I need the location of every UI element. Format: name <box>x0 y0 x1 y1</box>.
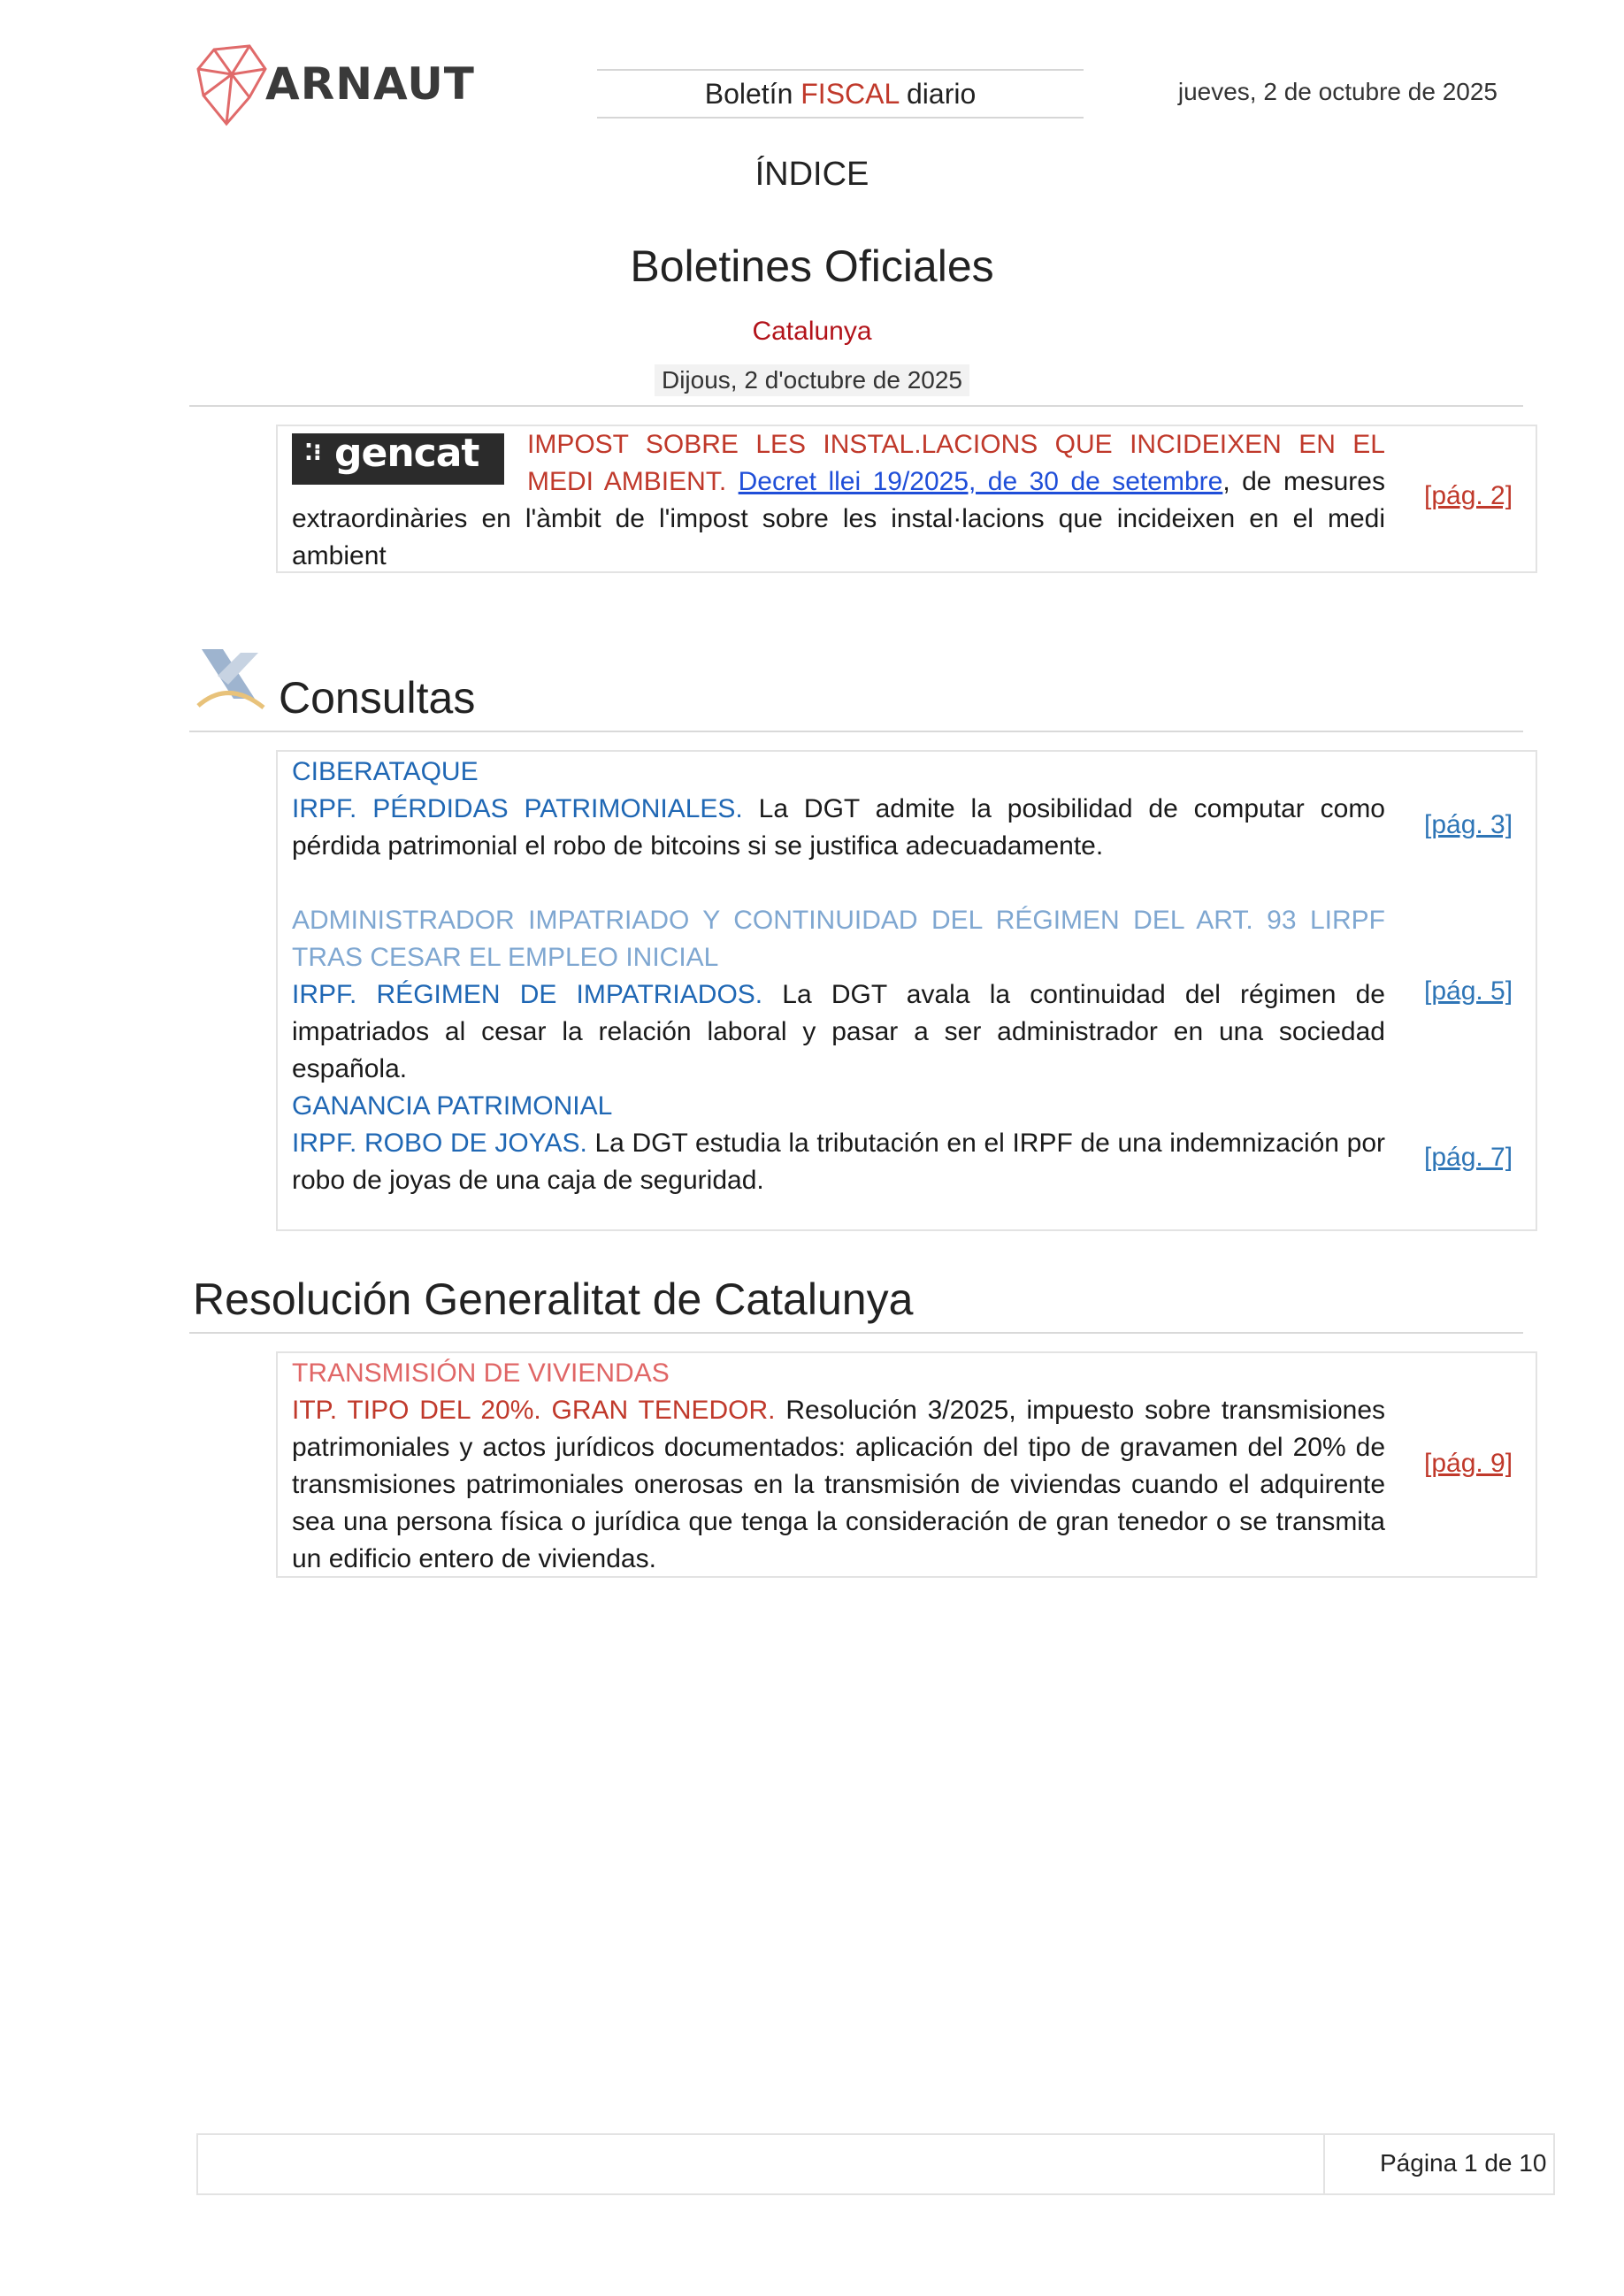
consulta-topic: GANANCIA PATRIMONIAL <box>292 1091 613 1121</box>
footer-box <box>196 2133 1555 2195</box>
boletines-title: Boletines Oficiales <box>630 241 994 291</box>
section-divider <box>189 405 1523 407</box>
page-link-9[interactable]: [pág. 9] <box>1424 1449 1513 1478</box>
consulta-text: La DGT avala la continuidad del régimen de impatriados al cesar la relación laboral y pasar a ser administrador en una sociedad española. <box>292 980 1385 1083</box>
resolucion-title: Resolución Generalitat de Catalunya <box>193 1274 914 1324</box>
consulta-item <box>292 1088 1385 1199</box>
consulta-heading: IRPF. RÉGIMEN DE IMPATRIADOS. <box>292 980 763 1009</box>
gencat-entry-box <box>276 425 1537 573</box>
bulletin-title-pre: Boletín <box>704 78 801 110</box>
brand-name: ARNAUT <box>265 58 475 110</box>
consulta-text: La DGT estudia la tributación en el IRPF de una indemnización por robo de joyas de una caja de seguridad. <box>292 1129 1386 1195</box>
resolucion-box <box>276 1351 1537 1578</box>
consulta-heading: IRPF. PÉRDIDAS PATRIMONIALES. <box>292 794 743 823</box>
gencat-logo-text: gencat <box>334 431 479 476</box>
gencat-logo <box>292 433 504 485</box>
arnaut-logo <box>196 42 475 131</box>
gencat-entry-heading: IMPOST SOBRE LES INSTAL.LACIONS QUE INCIDEIXEN EN EL MEDI AMBIENT. <box>527 430 1385 496</box>
resolucion-text: Resolución 3/2025, impuesto sobre transmisiones patrimoniales y actos jurídicos documentados: aplicación del tipo de gravamen del 20% de transmisiones patrimoniales onerosas en la transmisión de viviendas cuando el adquirente sea una persona física o jurídica que tenga la consideración de gran tenedor o se transmita un edificio entero de viviendas. <box>292 1396 1386 1573</box>
consultas-box <box>276 750 1537 1231</box>
resolucion-topic: TRANSMISIÓN DE VIVIENDAS <box>292 1358 670 1388</box>
gencat-entry-rest: , de mesures extraordinàries en l'àmbit de l'impost sobre les instal·lacions que incideixen en el medi ambient <box>292 467 1385 570</box>
index-heading: ÍNDICE <box>755 156 869 193</box>
gencat-entry-text <box>292 426 1385 575</box>
section-divider <box>189 731 1523 732</box>
page-link-2[interactable]: [pág. 2] <box>1424 481 1513 510</box>
consulta-heading: IRPF. ROBO DE JOYAS. <box>292 1129 587 1158</box>
footer-divider <box>1323 2133 1325 2195</box>
section-divider <box>189 1332 1523 1334</box>
bulletin-title <box>597 69 1084 119</box>
resolucion-heading: ITP. TIPO DEL 20%. GRAN TENEDOR. <box>292 1396 776 1425</box>
header-date: jueves, 2 de octubre de 2025 <box>1177 78 1498 105</box>
bulletin-date-badge: Dijous, 2 d'octubre de 2025 <box>655 364 969 396</box>
consulta-topic: ADMINISTRADOR IMPATRIADO Y CONTINUIDAD DEL RÉGIMEN DEL ART. 93 LIRPF TRAS CESAR EL EMPLEO INICIAL <box>292 906 1385 972</box>
bulletin-title-fiscal: FISCAL <box>801 78 900 110</box>
gencat-dots-icon: ⁚⁝ <box>304 439 322 465</box>
arnaut-logo-icon <box>196 42 267 131</box>
bulletin-title-post: diario <box>899 78 977 110</box>
consulta-topic: CIBERATAQUE <box>292 757 479 786</box>
consulta-text: La DGT admite la posibilidad de computar como pérdida patrimonial el robo de bitcoins si se justifica adecuadamente. <box>292 794 1385 861</box>
region-label: Catalunya <box>752 317 872 346</box>
resolucion-item <box>292 1355 1385 1578</box>
page-link-5[interactable]: [pág. 5] <box>1424 976 1513 1006</box>
consulta-item <box>292 754 1385 865</box>
page-link-3[interactable]: [pág. 3] <box>1424 810 1513 839</box>
page-link-7[interactable]: [pág. 7] <box>1424 1143 1513 1172</box>
consulta-item <box>292 902 1385 1088</box>
page-number: Página 1 de 10 <box>1380 2149 1547 2177</box>
consultas-title: Consultas <box>279 673 476 723</box>
agencia-tributaria-icon <box>193 644 267 718</box>
decret-llei-link[interactable]: Decret llei 19/2025, de 30 de setembre <box>738 467 1223 496</box>
